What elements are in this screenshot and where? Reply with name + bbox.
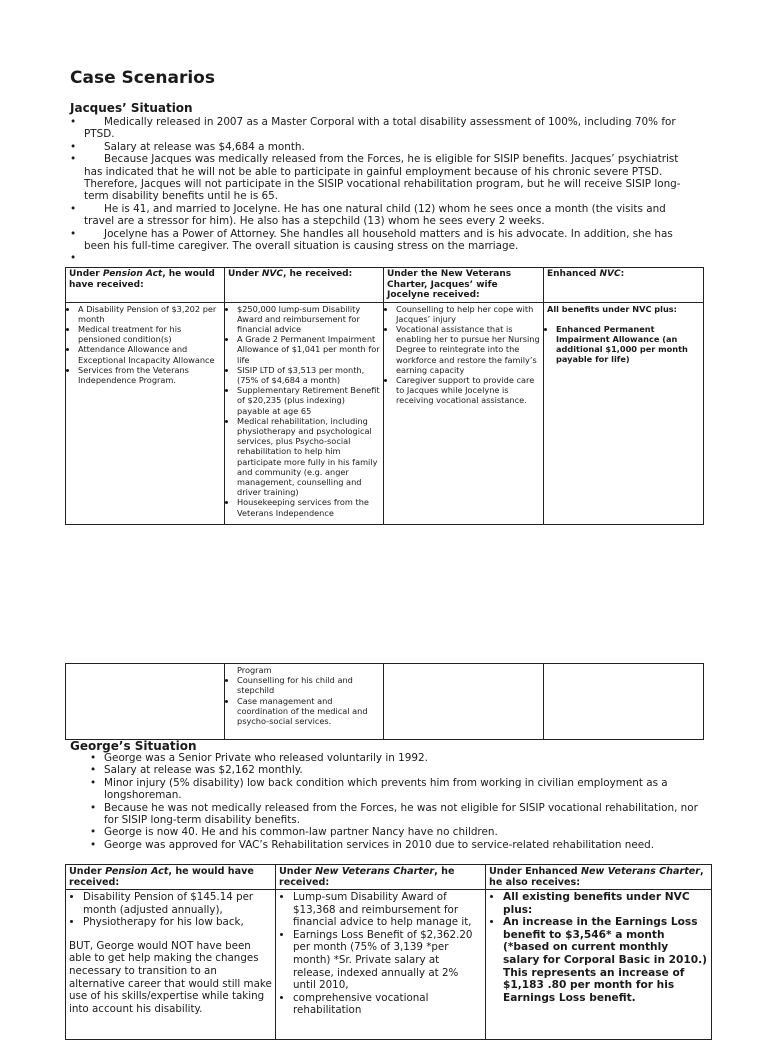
cell-nvc [276,890,486,1040]
jacques-heading: Jacques’ Situation [70,101,193,115]
table-header-row [66,865,712,890]
george-bullet-list [90,752,710,851]
list-item: • Housekeeping services from the Veterans Independence [237,497,380,517]
list-item: • George was approved for VAC’s Rehabilitation services in 2010 due to service-related rehabilitation need. [90,839,710,851]
jacques-bullet-list [70,116,698,265]
page-title: Case Scenarios [70,68,215,88]
list-item: • Attendance Allowance and Exceptional Incapacity Allowance [78,344,221,364]
george-heading: George’s Situation [70,739,197,753]
cell-nvc-cont [225,664,384,740]
jacques-benefits-table [65,267,704,525]
cell-enhanced-cont [544,664,704,740]
list-item: • George is now 40. He and his common-law partner Nancy have no children. [90,826,710,838]
cell-pension-act [66,890,276,1040]
cell-enhanced-nvc [544,302,704,524]
header-jocelyne: Under the New Veterans Charter, Jacques’ wife Jocelyne received: [384,268,544,303]
list-item: • comprehensive vocational rehabilitation [293,992,482,1017]
list-item: • A Grade 2 Permanent Impairment Allowance of $1,041 per month for life [237,334,380,365]
list-item: • George was a Senior Private who released voluntarily in 1992. [90,752,710,764]
list-item: • Medical rehabilitation, including physiotherapy and psychological services, plus Psycho-social rehabilitation to help him participate more fully in his family and community (e.g. anger management, counselling and driver training) [237,416,380,498]
list-item: • Medical treatment for his pensioned condition(s) [78,324,221,344]
cell-text: Program [237,665,272,675]
table-row [66,664,704,740]
table-row [66,302,704,524]
cell-nvc [225,302,384,524]
list-item: • An increase in the Earnings Loss benefit to $3,546* a month (*based on current monthly salary for Corporal Basic in 2010.) This represents an increase of $1,183 .80 per month for his Earnings Loss benefit. [503,916,708,1004]
list-item: • A Disability Pension of $3,202 per month [78,304,221,324]
cell-pension-act [66,302,225,524]
list-item: • Minor injury (5% disability) low back condition which prevents him from working in civilian employment as a longshoreman. [90,777,710,802]
cell-pension-act-cont [66,664,225,740]
list-item: • Vocational assistance that is enabling her to pursue her Nursing Degree to reintegrate into the workforce and restore the family’s earning capacity [396,324,540,375]
list-item: • Caregiver support to provide care to Jacques while Jocelyne is receiving vocational assistance. [396,375,540,406]
list-item: • $250,000 lump-sum Disability Award and reimbursement for financial advice [237,304,380,335]
header-enhanced-nvc: Under Enhanced New Veterans Charter, he also receives: [486,865,712,890]
cell-jocelyne [384,302,544,524]
list-item: • Salary at release was $4,684 a month. [70,141,698,153]
header-nvc: Under NVC, he received: [225,268,384,303]
list-item: • Medically released in 2007 as a Master Corporal with a total disability assessment of 100%, including 70% for PTSD. [70,116,698,141]
list-item: • He is 41, and married to Jocelyne. He has one natural child (12) whom he sees once a month (the visits and travel are a stressor for him). He also has a stepchild (13) whom he sees every 2 weeks. [70,203,698,228]
list-item: • Lump-sum Disability Award of $13,368 and reimbursement for financial advice to help manage it, [293,891,482,929]
header-enhanced-nvc: Enhanced NVC: [544,268,704,303]
cell-jocelyne-cont [384,664,544,740]
list-item: • Jocelyne has a Power of Attorney. She handles all household matters and is his advocate. In addition, she has been his full-time caregiver. The overall situation is causing stress on the marriage. [70,228,698,253]
enhanced-lead: All benefits under NVC plus: [547,303,677,314]
list-item [70,252,698,264]
list-item: • Services from the Veterans Independence Program. [78,365,221,385]
list-item: • Counselling for his child and stepchild [237,675,380,695]
list-item: • Earnings Loss Benefit of $2,362.20 per month (75% of 3,139 *per month) *Sr. Private salary at release, indexed annually at 2% until 2010, [293,929,482,992]
list-item: • Because Jacques was medically released from the Forces, he is eligible for SISIP benefits. Jacques’ psychiatrist has indicated that he will not be able to participate in gainful employment because of his chronic severe PTSD. Therefore, Jacques will not participate in the SISIP vocational rehabilitation program, but he will receive SISIP long-term disability benefits until he is 65. [70,153,698,203]
george-benefits-table [65,864,712,1040]
list-item: • Counselling to help her cope with Jacques’ injury [396,304,540,324]
list-item: • Because he was not medically released from the Forces, he was not eligible for SISIP vocational rehabilitation, nor for SISIP long-term disability benefits. [90,802,710,827]
list-item: • Salary at release was $2,162 monthly. [90,764,710,776]
table-row [66,890,712,1040]
header-pension-act: Under Pension Act, he would have received: [66,268,225,303]
cell-paragraph: BUT, George would NOT have been able to get help making the changes necessary to transition to an alternative career that would still make use of his skills/expertise while taking into account his disability. [69,939,272,1015]
cell-enhanced-nvc [486,890,712,1040]
list-item: • Supplementary Retirement Benefit of $20,235 (plus indexing) payable at age 65 [237,385,380,416]
jacques-benefits-table-continued [65,663,704,740]
list-item: • SISIP LTD of $3,513 per month, (75% of $4,684 a month) [237,365,380,385]
header-pension-act: Under Pension Act, he would have received: [66,865,276,890]
header-nvc: Under New Veterans Charter, he received: [276,865,486,890]
list-item: • Case management and coordination of the medical and psycho-social services. [237,696,380,727]
list-item: • Enhanced Permanent Impairment Allowance (an additional $1,000 per month payable for life) [556,324,700,365]
list-item: • Physiotherapy for his low back, [83,916,272,929]
list-item: • Disability Pension of $145.14 per month (adjusted annually), [83,891,272,916]
table-header-row [66,268,704,303]
list-item: • All existing benefits under NVC plus: [503,891,708,916]
